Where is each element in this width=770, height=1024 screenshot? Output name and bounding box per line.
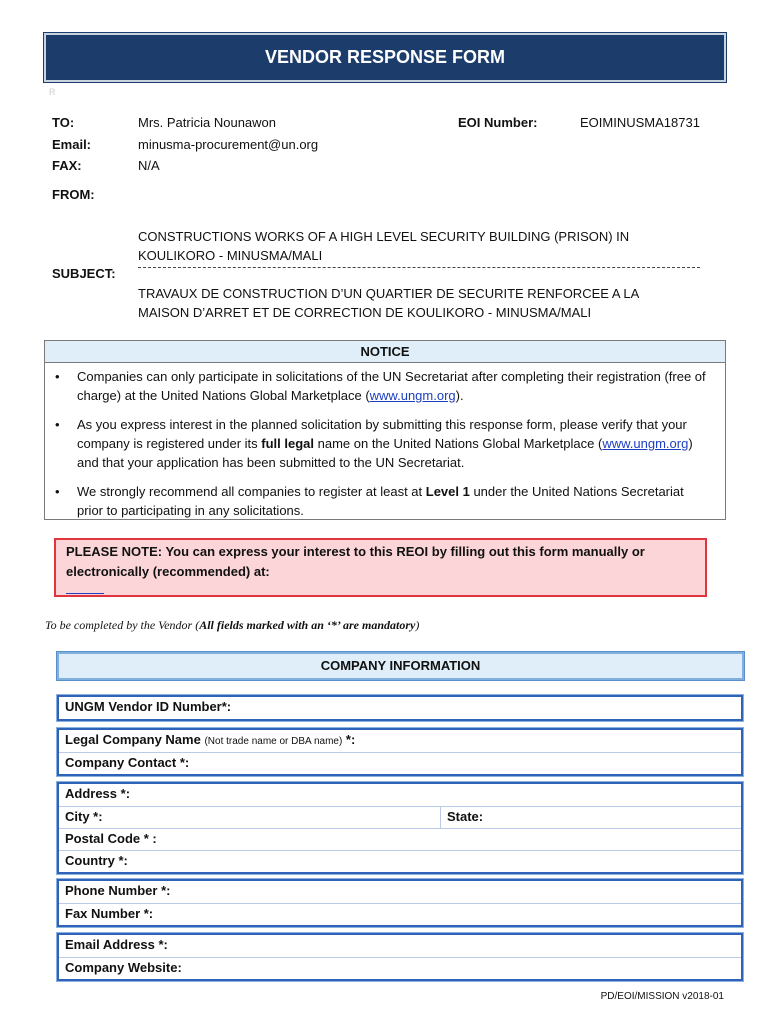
instruction-text: )	[415, 618, 420, 632]
ungm-vendor-id-field[interactable]	[59, 697, 741, 719]
subject-english	[138, 227, 718, 265]
ungm-id-group	[57, 695, 743, 721]
subject-french-line-2: MAISON D’ARRET ET DE CORRECTION DE KOULIKORO - MINUSMA/MALI	[138, 305, 592, 320]
eoi-number-label: EOI Number:	[458, 115, 538, 130]
email-label: Email:	[52, 137, 92, 152]
field-label: Company Website:	[65, 960, 182, 975]
notice-text: As you express interest in the planned solicitation by submitting this response form, please verify that your company is registered under its	[77, 417, 687, 451]
legal-company-name-field[interactable]	[59, 730, 741, 752]
online-contact-group	[57, 933, 743, 981]
bullet-icon: •	[55, 484, 60, 499]
notice-item	[53, 367, 711, 405]
state-field[interactable]	[440, 807, 483, 828]
to-label: TO:	[52, 115, 75, 130]
field-label: Address *:	[65, 786, 131, 801]
form-title: VENDOR RESPONSE FORM	[44, 33, 726, 82]
address-group	[57, 782, 743, 874]
company-contact-field[interactable]	[59, 752, 741, 774]
fax-number-field[interactable]	[59, 903, 741, 925]
notice-list	[45, 363, 725, 520]
subject-english-line-2: KOULIKORO - MINUSMA/MALI	[138, 248, 323, 263]
margin-mark: R	[49, 87, 56, 97]
subject-divider	[138, 267, 700, 268]
form-version-footer: PD/EOI/MISSION v2018-01	[600, 991, 724, 1002]
bullet-icon: •	[55, 369, 60, 384]
subject-french	[138, 284, 718, 322]
field-label: Postal Code * :	[65, 831, 157, 846]
fax-label: FAX:	[52, 158, 82, 173]
notice-item	[53, 415, 711, 472]
field-label: Country *:	[65, 853, 128, 868]
field-label: City *:	[65, 809, 103, 824]
field-note: (Not trade name or DBA name)	[204, 736, 343, 747]
from-label: FROM:	[52, 187, 95, 202]
instruction-emphasis: All fields marked with an ‘*’ are mandatory	[199, 618, 416, 632]
notice-emphasis: full legal	[261, 436, 314, 451]
phone-group	[57, 879, 743, 927]
company-website-field[interactable]	[59, 957, 741, 979]
country-field[interactable]	[59, 850, 741, 872]
notice-text: ) and that your application has been submitted to the UN Secretariat.	[77, 436, 693, 470]
field-label: Fax Number *:	[65, 906, 154, 921]
field-label: UNGM Vendor ID Number*:	[65, 699, 232, 714]
email-value: minusma-procurement@un.org	[138, 137, 319, 152]
notice-text: name on the United Nations Global Marketplace (	[314, 436, 603, 451]
subject-french-line-1: TRAVAUX DE CONSTRUCTION D’UN QUARTIER DE SECURITE RENFORCEE A LA	[138, 286, 640, 301]
notice-box	[44, 340, 726, 520]
field-label: State:	[447, 809, 484, 824]
please-note-text: PLEASE NOTE: You can express your interest to this REOI by filling out this form manually or electronically (recommended) at:	[66, 544, 645, 579]
phone-number-field[interactable]	[59, 881, 741, 903]
fax-value: N/A	[138, 158, 160, 173]
ungm-link[interactable]: www.ungm.org	[602, 436, 689, 451]
please-note-box	[54, 538, 707, 597]
address-field[interactable]	[59, 784, 741, 806]
field-label: Email Address *:	[65, 937, 168, 952]
field-label: *:	[345, 732, 356, 747]
field-label: Phone Number *:	[65, 883, 171, 898]
completion-instruction	[45, 618, 419, 633]
notice-emphasis: Level 1	[425, 484, 470, 499]
notice-heading: NOTICE	[45, 341, 725, 363]
form-link[interactable]	[66, 584, 104, 594]
notice-text: Companies can only participate in solicitations of the UN Secretariat after completing their registration (free of charge) at the United Nations Global Marketplace (	[77, 369, 706, 403]
postal-code-field[interactable]	[59, 828, 741, 850]
city-field[interactable]	[59, 806, 741, 828]
company-identity-group	[57, 728, 743, 776]
ungm-link[interactable]: www.ungm.org	[369, 388, 456, 403]
company-info-heading: COMPANY INFORMATION	[57, 652, 744, 680]
bullet-icon: •	[55, 417, 60, 432]
subject-label: SUBJECT:	[52, 266, 116, 281]
notice-text: We strongly recommend all companies to register at least at	[77, 484, 426, 499]
to-value: Mrs. Patricia Nounawon	[138, 115, 276, 130]
field-label: Legal Company Name	[65, 732, 201, 747]
email-address-field[interactable]	[59, 935, 741, 957]
notice-text: ).	[455, 388, 464, 403]
notice-item	[53, 482, 711, 520]
field-label: Company Contact *:	[65, 755, 190, 770]
subject-english-line-1: CONSTRUCTIONS WORKS OF A HIGH LEVEL SECURITY BUILDING (PRISON) IN	[138, 229, 630, 244]
eoi-number-value: EOIMINUSMA18731	[580, 115, 700, 130]
notice-text: under the United Nations Secretariat prior to participating in any solicitations.	[77, 484, 684, 518]
instruction-text: To be completed by the Vendor (	[45, 618, 200, 632]
